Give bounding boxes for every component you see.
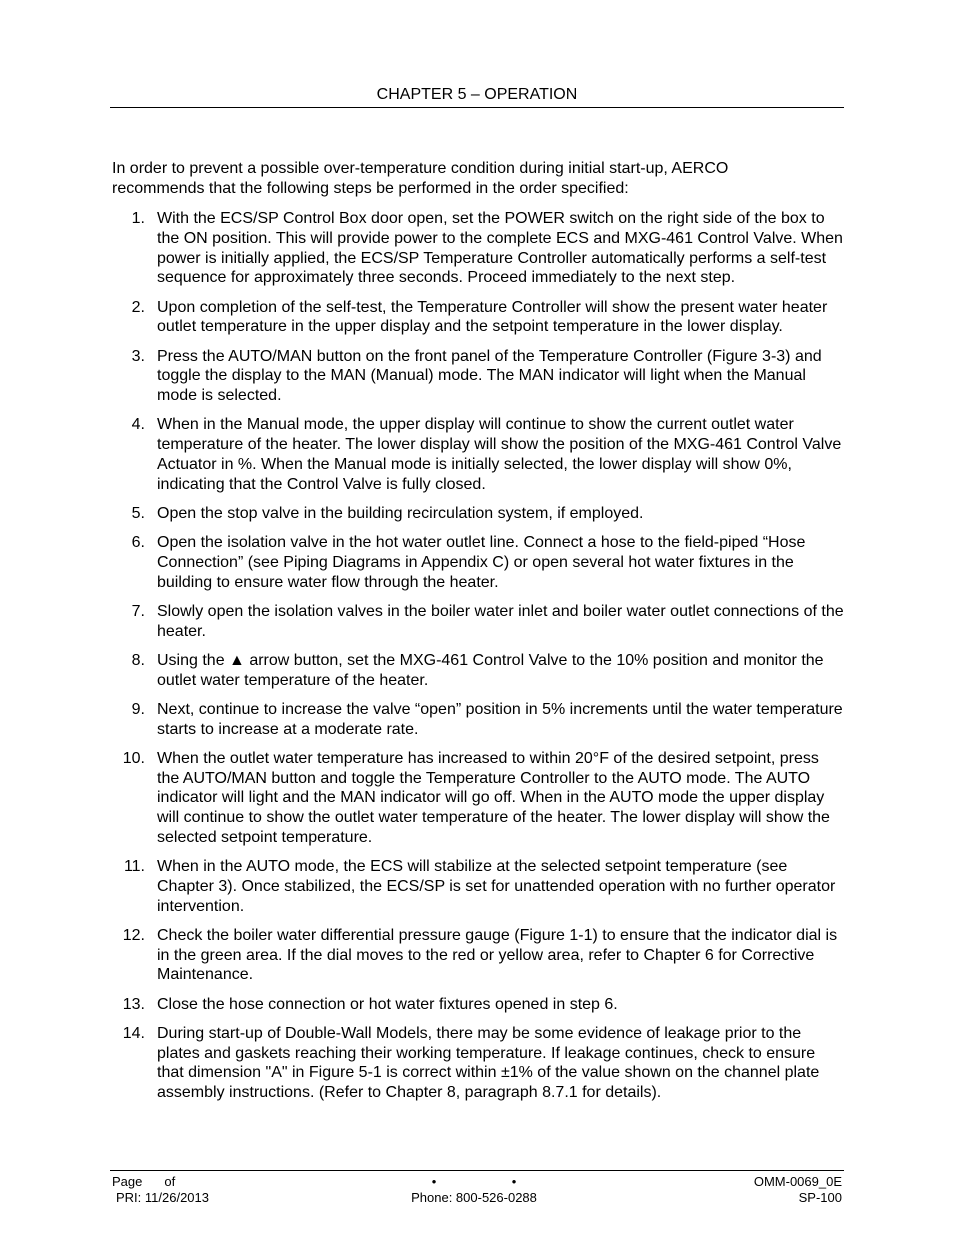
procedure-step <box>112 1024 844 1103</box>
procedure-step <box>112 504 844 524</box>
bullet-separator: • <box>511 1174 517 1189</box>
step-number: 2. <box>131 298 145 316</box>
step-number: 11. <box>123 858 145 875</box>
revision-date: PRI: 11/26/2013 <box>116 1190 209 1205</box>
step-text: Upon completion of the self-test, the Temperature Controller will show the present water heater outlet temperature in the upper display and the setpoint temperature in the lower display. <box>157 298 828 336</box>
step-number: 10. <box>122 749 145 767</box>
step-number: 14. <box>122 1024 145 1042</box>
step-number: 1. <box>131 210 145 227</box>
chapter-title: CHAPTER 5 – OPERATION <box>376 86 578 103</box>
step-text: Using the ▲ arrow button, set the MXG-461 Control Valve to the 10% position and monitor the outlet water temperature of the heater. <box>157 651 824 689</box>
procedure-step <box>112 298 844 338</box>
phone-number: Phone: 800-526-0288 <box>411 1190 537 1205</box>
step-text: Check the boiler water differential pressure gauge (Figure 1-1) to ensure that the indicator dial is in the green area. If the dial moves to the red or yellow area, refer to Chapter 6 for Corrective Maintenance. <box>157 926 838 984</box>
step-text: When the outlet water temperature has increased to within 20°F of the desired setpoint, press the AUTO/MAN button and toggle the Temperature Controller to the AUTO mode. The AUTO indicator will light and the MAN indicator will go off. When in the AUTO mode the upper display will continue to show the outlet water temperature of the heater. The lower display will show the selected setpoint temperature. <box>157 749 830 846</box>
procedure-step <box>112 857 844 916</box>
footer-left <box>112 1174 209 1206</box>
footer-bullets <box>354 1174 594 1190</box>
document-id: OMM-0069_0E <box>753 1174 842 1189</box>
bullet-separator: • <box>431 1174 437 1189</box>
model-number: SP-100 <box>798 1190 842 1205</box>
step-number: 13. <box>122 995 145 1013</box>
step-number: 8. <box>131 651 145 669</box>
page-of-label: of <box>164 1174 176 1189</box>
footer-center <box>354 1174 594 1206</box>
step-number: 9. <box>131 700 145 718</box>
procedure-step <box>112 347 844 406</box>
step-text: When in the AUTO mode, the ECS will stabilize at the selected setpoint temperature (see Chapter 3). Once stabilized, the ECS/SP is set for unattended operation with no further operator intervention. <box>157 858 836 915</box>
step-number: 5. <box>131 504 145 522</box>
step-text: Open the stop valve in the building recirculation system, if employed. <box>157 504 644 522</box>
procedure-step <box>112 533 844 592</box>
procedure-step <box>112 602 844 642</box>
step-text: Slowly open the isolation valves in the boiler water inlet and boiler water outlet connections of the heater. <box>157 602 844 640</box>
footer-right <box>754 1174 842 1206</box>
intro-paragraph: In order to prevent a possible over-temperature condition during initial start-up, AERCO recommends that the following steps be performed in the order specified: <box>112 160 729 197</box>
procedure-step <box>112 995 844 1015</box>
procedure-step <box>112 926 844 985</box>
step-number: 12. <box>122 926 145 944</box>
page-number-row <box>112 1174 209 1190</box>
step-text: Press the AUTO/MAN button on the front panel of the Temperature Controller (Figure 3-3) and toggle the display to the MAN (Manual) mode. The MAN indicator will light when the Manual mode is selected. <box>157 347 822 404</box>
step-text: Next, continue to increase the valve “open” position in 5% increments until the water temperature starts to increase at a moderate rate. <box>157 700 843 738</box>
procedure-step <box>112 209 844 288</box>
step-text: During start-up of Double-Wall Models, there may be some evidence of leakage prior to the plates and gaskets reaching their working temperature. If leakage continues, check to ensure that dimension "A" in Figure 5-1 is correct within ±1% of the value shown on the channel plate assembly instructions. (Refer to Chapter 8, paragraph 8.7.1 for details). <box>157 1024 820 1101</box>
header-divider <box>110 107 844 108</box>
step-text: Open the isolation valve in the hot water outlet line. Connect a hose to the field-piped “Hose Connection” (see Piping Diagrams in Appendix C) or open several hot water fixtures in the building to ensure water flow through the heater. <box>157 534 806 591</box>
procedure-step <box>112 749 844 848</box>
step-number: 4. <box>131 416 145 434</box>
step-text: With the ECS/SP Control Box door open, set the POWER switch on the right side of the box to the ON position. This will provide power to the complete ECS and MXG-461 Control Valve. When power is initially applied, the ECS/SP Temperature Controller automatically performs a self-test sequence for approximately three seconds. Proceed immediately to the next step. <box>157 210 843 287</box>
step-number: 6. <box>131 534 145 551</box>
step-text: When in the Manual mode, the upper display will continue to show the current outlet water temperature of the heater. The lower display will show the position of the MXG-461 Control Valve Actuator in %. When the Manual mode is initially selected, the lower display will show 0%, indicating that the Control Valve is fully closed. <box>157 416 842 493</box>
footer-divider <box>110 1170 844 1171</box>
procedure-steps-list <box>112 209 844 1112</box>
procedure-step <box>112 700 844 740</box>
step-number: 3. <box>131 347 145 365</box>
step-number: 7. <box>131 602 145 620</box>
page-label: Page <box>112 1174 143 1189</box>
procedure-step <box>112 651 844 691</box>
step-text: Close the hose connection or hot water fixtures opened in step 6. <box>157 995 618 1013</box>
procedure-step <box>112 415 844 494</box>
